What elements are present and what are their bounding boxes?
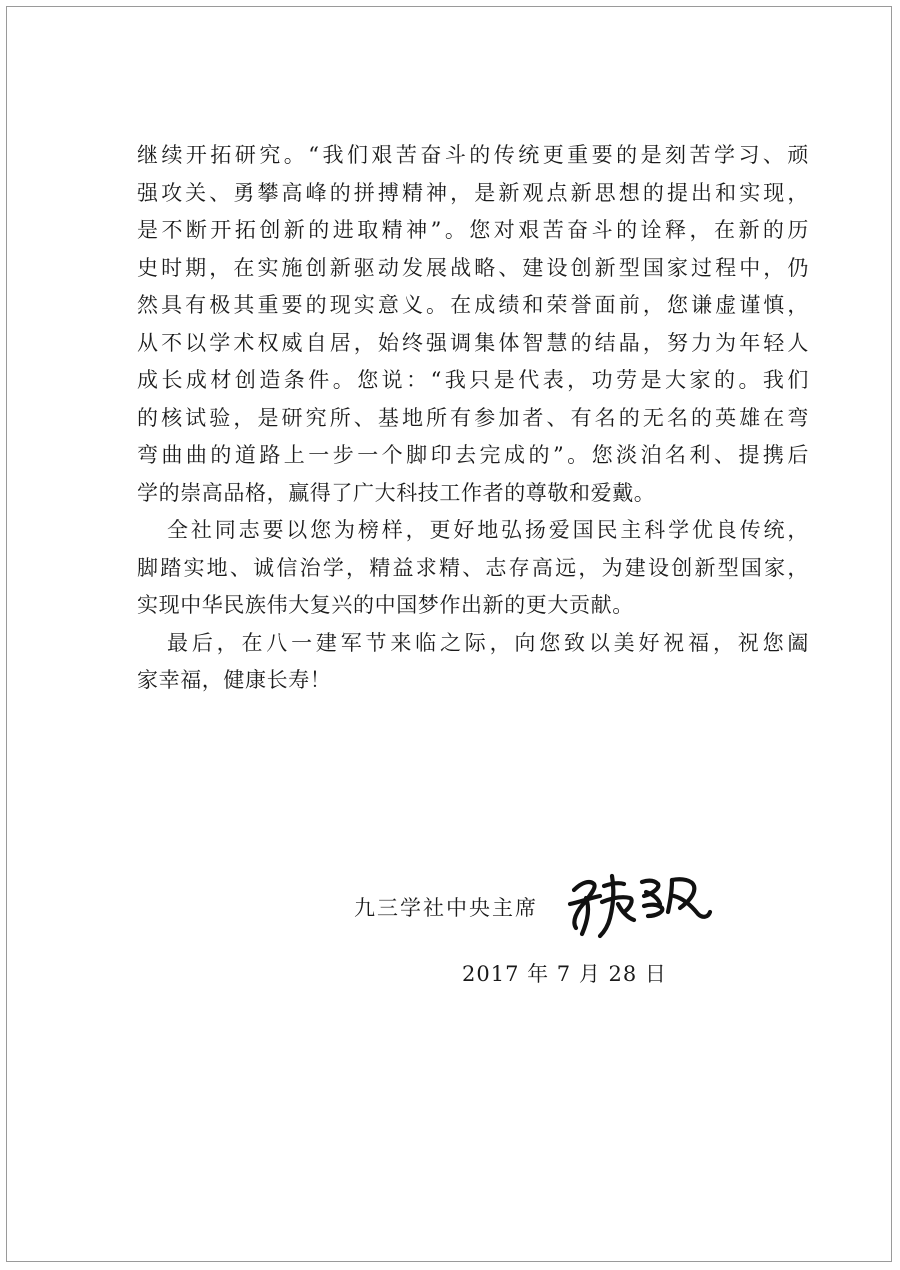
signatory-title: 九三学社中央主席 <box>354 896 538 920</box>
text-line: 弯曲曲的道路上一步一个脚印去完成的”。您淡泊名利、提携后 <box>137 443 809 467</box>
paragraph-2 <box>137 512 809 625</box>
letter-body <box>137 137 809 700</box>
paragraph-1 <box>137 137 809 512</box>
text-line: 强攻关、勇攀高峰的拼搏精神，是新观点新思想的提出和实现， <box>137 180 809 205</box>
text-line: 然具有极其重要的现实意义。在成绩和荣誉面前，您谦虚谨慎， <box>137 293 809 317</box>
paragraph-3 <box>137 625 809 700</box>
text-line: 继续开拓研究。“我们艰苦奋斗的传统更重要的是刻苦学习、顽 <box>137 143 809 167</box>
text-line: 脚踏实地、诚信治学，精益求精、志存高远，为建设创新型国家， <box>137 555 809 580</box>
text-line: 成长成材创造条件。您说：“我只是代表，功劳是大家的。我们 <box>137 368 809 392</box>
text-line: 从不以学术权威自居，始终强调集体智慧的结晶，努力为年轻人 <box>137 330 809 355</box>
signature-block <box>352 868 772 948</box>
text-line: 史时期，在实施创新驱动发展战略、建设创新型国家过程中，仍 <box>137 255 809 280</box>
text-line: 全社同志要以您为榜样，更好地弘扬爱国民主科学优良传统， <box>167 518 809 542</box>
handwritten-signature <box>564 868 714 940</box>
text-line: 家幸福，健康长寿！ <box>137 668 332 692</box>
text-line: 最后，在八一建军节来临之际，向您致以美好祝福，祝您阖 <box>167 630 809 655</box>
letter-date: 2017 年 7 月 28 日 <box>462 962 667 986</box>
text-line: 的核试验，是研究所、基地所有参加者、有名的无名的英雄在弯 <box>137 405 809 430</box>
text-line: 学的崇高品格，赢得了广大科技工作者的尊敬和爱戴。 <box>137 480 656 505</box>
text-line: 是不断开拓创新的进取精神”。您对艰苦奋斗的诠释，在新的历 <box>137 218 809 242</box>
text-line: 实现中华民族伟大复兴的中国梦作出新的更大贡献。 <box>137 593 634 617</box>
